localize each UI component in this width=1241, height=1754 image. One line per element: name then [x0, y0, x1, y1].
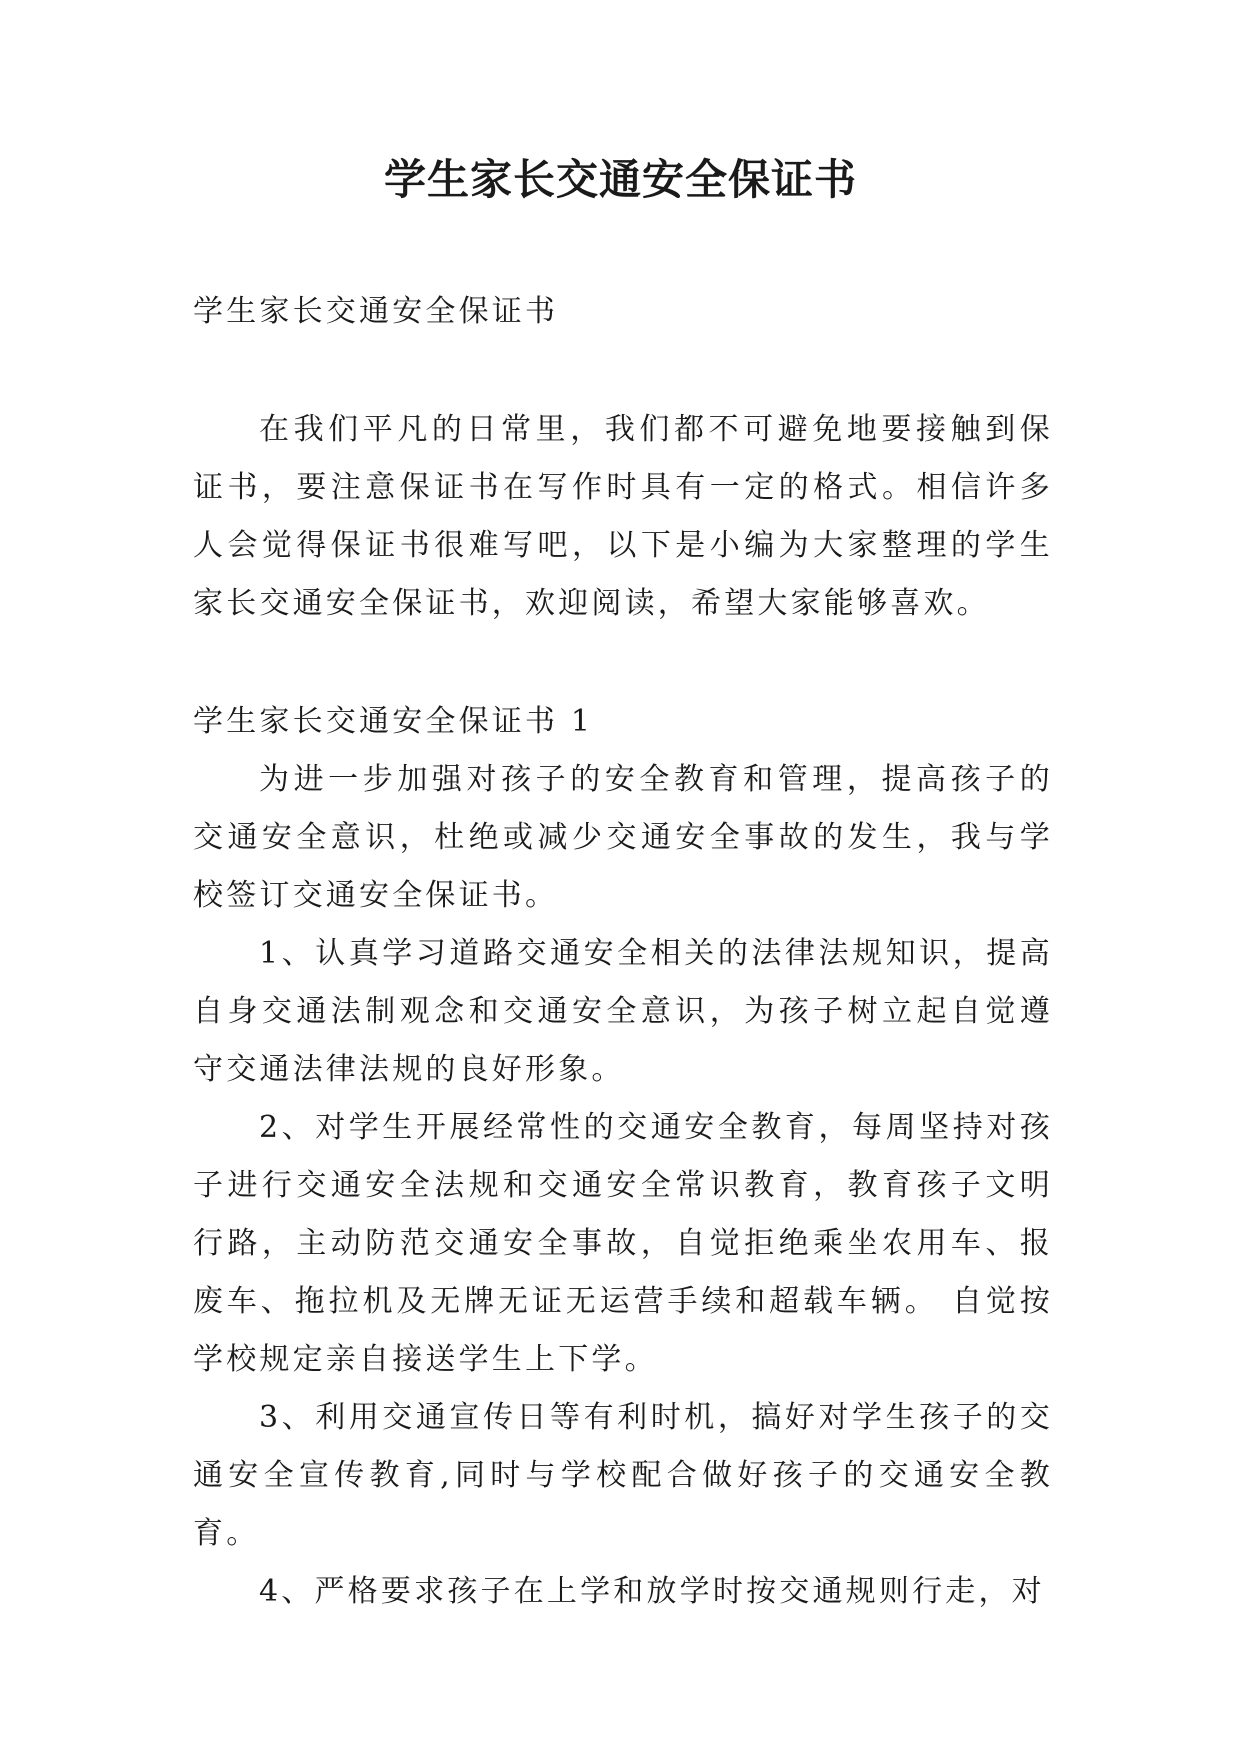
document-subtitle: 学生家长交通安全保证书: [193, 294, 559, 329]
document-title: 学生家长交通安全保证书: [383, 155, 857, 204]
body-paragraph: 3、利用交通宣传日等有利时机，搞好对学生孩子的交通安全宣传教育,同时与学校配合做好孩子的交通安全教育。: [193, 1400, 1053, 1551]
paragraph-gap: [193, 633, 1053, 693]
section-heading: 学生家长交通安全保证书 1: [193, 704, 594, 739]
body-paragraph: 1、认真学习道路交通安全相关的法律法规知识，提高自身交通法制观念和交通安全意识，为孩子树立起自觉遵守交通法律法规的良好形象。: [193, 936, 1053, 1087]
body-paragraph: 4、严格要求孩子在上学和放学时按交通规则行走，对: [259, 1574, 1045, 1609]
body-paragraph: 为进一步加强对孩子的安全教育和管理，提高孩子的交通安全意识，杜绝或减少交通安全事故的发生，我与学校签订交通安全保证书。: [193, 762, 1053, 913]
intro-paragraph: 在我们平凡的日常里，我们都不可避免地要接触到保证书，要注意保证书在写作时具有一定的格式。相信许多人会觉得保证书很难写吧，以下是小编为大家整理的学生家长交通安全保证书，欢迎阅读，希望大家能够喜欢。: [193, 412, 1053, 621]
paragraph-gap: [193, 341, 1053, 401]
document-body: [193, 283, 1053, 1621]
body-paragraph: 2、对学生开展经常性的交通安全教育，每周坚持对孩子进行交通安全法规和交通安全常识教育，教育孩子文明行路，主动防范交通安全事故，自觉拒绝乘坐农用车、报废车、拖拉机及无牌无证无运营手续和超载车辆。 自觉按学校规定亲自接送学生上下学。: [193, 1110, 1053, 1377]
